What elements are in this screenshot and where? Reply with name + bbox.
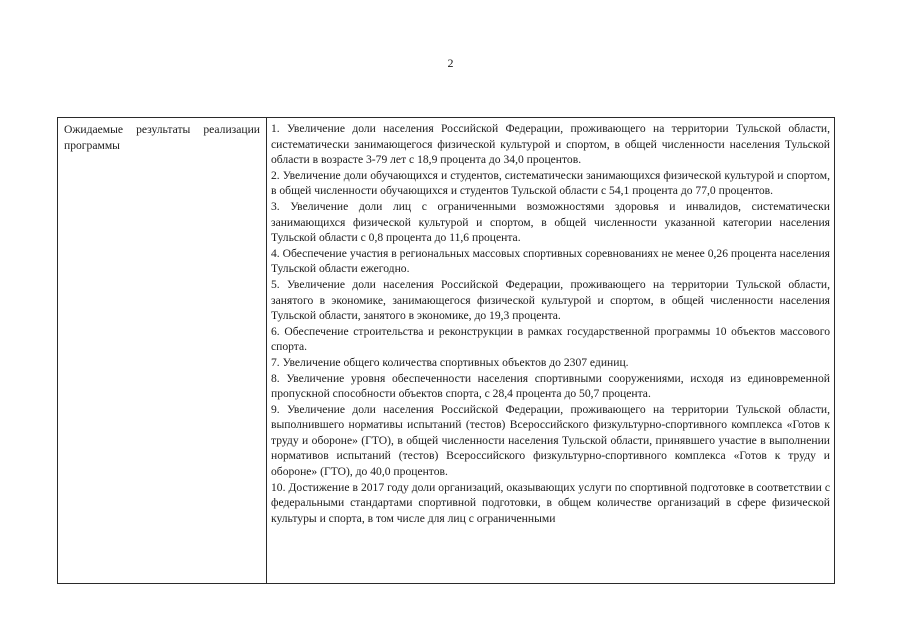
result-item-5: 5. Увеличение доли населения Российской Федерации, проживающего на территории Тульской области, занятого в экономике, занимающегося физической культурой и спортом, в общей численности населения Тульской области, занятого в экономике, до 19,3 процента. (271, 277, 830, 323)
page-number: 2 (447, 56, 454, 70)
row-label: Ожидаемые результаты реализации программы (64, 123, 260, 152)
result-item-10: 10. Достижение в 2017 году доли организаций, оказывающих услуги по спортивной подготовке в соответствии с федеральными стандартами спортивной подготовки, в общем количестве организаций в сфере физической культуры и спорта, в том числе для лиц с ограниченными (271, 480, 830, 525)
result-item-4: 4. Обеспечение участия в региональных массовых спортивных соревнованиях не менее 0,26 процента населения Тульской области ежегодно. (271, 246, 830, 276)
results-table (57, 117, 835, 584)
result-item-6: 6. Обеспечение строительства и реконструкции в рамках государственной программы 10 объектов массового спорта. (271, 324, 830, 354)
label-cell (58, 118, 267, 584)
result-item-9: 9. Увеличение доли населения Российской Федерации, проживающего на территории Тульской области, выполнившего нормативы испытаний (тестов) Всероссийского физкультурно-спортивного комплекса «Готов к труду и обороне» (ГТО), в общей численности населения Тульской области, принявшего участие в выполнении нормативов испытаний (тестов) Всероссийского физкультурно-спортивного комплекса «Готов к труду и обороне» (ГТО), до 40,0 процентов. (271, 402, 830, 479)
result-item-7: 7. Увеличение общего количества спортивных объектов до 2307 единиц. (271, 355, 629, 369)
table-row (58, 118, 835, 584)
result-item-1: 1. Увеличение доли населения Российской Федерации, проживающего на территории Тульской области, систематически занимающегося физической культурой и спортом, в общей численности населения Тульской области в возрасте 3-79 лет с 18,9 процента до 34,0 процентов. (271, 122, 830, 167)
result-item-8: 8. Увеличение уровня обеспеченности населения спортивными сооружениями, исходя из единовременной пропускной способности объектов спорта, с 28,4 процента до 50,7 процента. (271, 371, 830, 401)
content-cell (267, 118, 835, 584)
result-item-2: 2. Увеличение доли обучающихся и студентов, систематически занимающихся физической культурой и спортом, в общей численности обучающихся и студентов Тульской области с 54,1 процента до 77,0 процентов. (271, 168, 830, 198)
result-item-3: 3. Увеличение доли лиц с ограниченными возможностями здоровья и инвалидов, систематически занимающихся физической культурой и спортом, в общей численности указанной категории населения Тульской области с 0,8 процента до 11,6 процента. (271, 199, 830, 245)
